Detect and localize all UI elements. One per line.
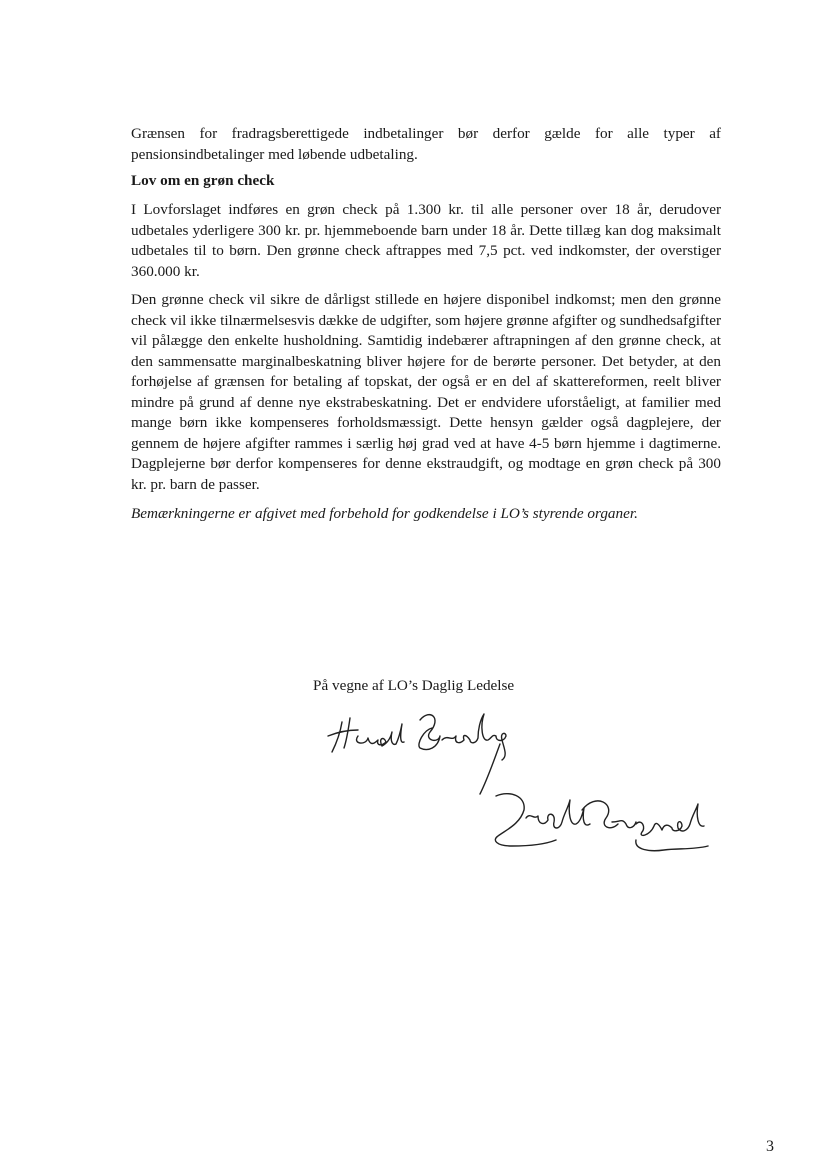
section-heading: Lov om en grøn check bbox=[131, 172, 275, 189]
signature-lizette bbox=[495, 794, 708, 851]
paragraph-green-check: I Lovforslaget indføres en grøn check på 1.300 kr. til alle personer over 18 år, derudover udbetales yderligere 300 kr. pr. hjemmeboende barn under 18 år. Dette tillæg kan dog maksimalt udbetales til to børn. Den grønne check aftrappes med 7,5 pct. ved indkomster, der overstiger 360.000 kr. bbox=[131, 201, 721, 280]
signature-harald bbox=[328, 714, 506, 794]
paragraph-green-check-critique: Den grønne check vil sikre de dårligst stillede en højere disponibel indkomst; men den grønne check vil ikke tilnærmelsesvis dække de udgifter, som højere grønne afgifter og sundhedsafgifter vil pålægge den enkelte husholdning. Samtidig indebærer aftrapningen af den grønne check, at den sammensatte marginalbeskatning bliver højere for de berørte personer. Det betyder, at den forhøjelse af grænsen for betaling af topskat, der også er en del af skattereformen, reelt bliver mindre på grund af denne nye ekstrabeskatning. Det er endvidere uforståeligt, at familier med mange børn ikke kompenseres forholdsmæssigt. Dette hensyn gælder også dagplejere, der gennem de højere afgifter rammes i særlig høj grad ved at have 4-5 børn hjemme i dagtimerne. Dagplejerne bør derfor kompenseres for denne ekstraudgift, og modtage en grøn check på 300 kr. pr. barn de passer. bbox=[131, 291, 721, 493]
signatures-image bbox=[320, 700, 720, 890]
reservation-note: Bemærkningerne er afgivet med forbehold for godkendelse i LO’s styrende organer. bbox=[131, 505, 638, 522]
paragraph-pension: Grænsen for fradragsberettigede indbetalinger bør derfor gælde for alle typer af pensionsindbetalinger med løbende udbetaling. bbox=[131, 125, 721, 163]
signoff-line: På vegne af LO’s Daglig Ledelse bbox=[313, 677, 515, 694]
page-number: 3 bbox=[766, 1138, 774, 1155]
